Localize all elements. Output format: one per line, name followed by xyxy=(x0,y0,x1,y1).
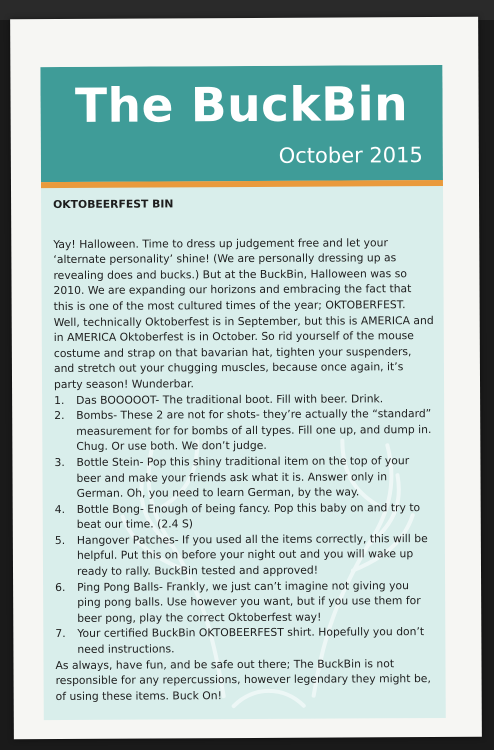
list-item-number: 1. xyxy=(54,393,65,407)
list-item-text: Bottle Stein- Pop this shiny traditional item on the top of your beer and make your friends ask what it is. Answer only in German. Oh, you need to learn German, by the way. xyxy=(76,454,410,500)
issue-date: October 2015 xyxy=(278,143,423,168)
list-item-text: Ping Pong Balls- Frankly, we just can’t imagine not giving you ping pong balls. Use however you want, but if you use them for beer pong, play the correct Oktoberfest way! xyxy=(77,578,421,625)
list-item xyxy=(55,531,435,580)
masthead xyxy=(40,65,443,182)
list-item-text: Your certified BuckBin OKTOBEERFEST shirt. Hopefully you don’t need instructions. xyxy=(77,625,425,656)
accent-stripe xyxy=(41,180,443,188)
newsletter-title: The BuckBin xyxy=(74,77,409,134)
list-item-text: Bottle Bong- Enough of being fancy. Pop this baby on and try to beat our time. (2.4 S) xyxy=(76,500,421,532)
closing-paragraph: As always, have fun, and be safe out there; The BuckBin is not responsible for any repercussions, however legendary they might be, of using these items. Buck On! xyxy=(55,656,431,703)
list-item-number: 4. xyxy=(54,502,66,516)
article-heading: OKTOBEERFEST BIN xyxy=(53,197,174,212)
item-list xyxy=(54,391,435,658)
intro-paragraph: Yay! Halloween. Time to dress up judgement free and let your ‘alternate personality’ shine! (We are personally dressing up as revealing does and bucks.) But at the BuckBin, Halloween was so 2010. We are expanding our horizons and embracing the fact that this is one of the most cultured times of the year; OKTOBERFEST. Well, technically Oktoberfest is in September, but this is AMERICA and in AMERICA Oktoberfest is in October. So rid yourself of the mouse costume and strap on that bavarian hat, tighten your suspenders, and stretch out your chugging muscles, because once again, it’s party season! Wunderbar. xyxy=(53,235,434,391)
list-item-number: 7. xyxy=(55,627,66,641)
article-body xyxy=(53,195,436,704)
list-item-text: Bombs- These 2 are not for shots- they’re actually the “standard” measurement for for bombs of all types. Fill one up, and dump in. Chug. Or use both. We don’t judge. xyxy=(76,407,432,454)
paper-sheet xyxy=(10,17,482,739)
list-item-text: Das BOOOOOT- The traditional boot. Fill with beer. Drink. xyxy=(76,391,384,407)
list-item xyxy=(54,406,434,455)
list-item-text: Hangover Patches- If you used all the items correctly, this will be helpful. Put this on before your night out and you will wake up ready to rally. BuckBin tested and approved! xyxy=(76,531,428,578)
list-item xyxy=(55,624,435,657)
list-item-number: 5. xyxy=(54,533,66,547)
list-item-number: 2. xyxy=(54,409,65,423)
list-item-number: 6. xyxy=(55,580,66,594)
newsletter-card xyxy=(40,65,445,720)
list-item xyxy=(55,500,435,533)
list-item xyxy=(55,578,435,627)
list-item xyxy=(54,453,434,502)
list-item-number: 3. xyxy=(54,455,65,469)
